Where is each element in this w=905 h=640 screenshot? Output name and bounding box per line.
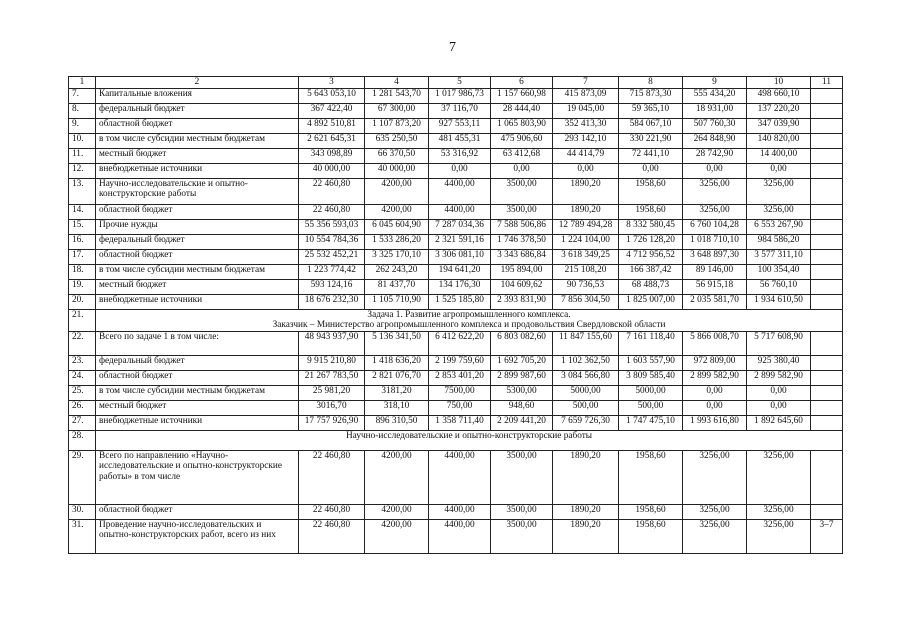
row-number: 20. xyxy=(69,294,96,309)
cell-value: 3500,00 xyxy=(491,450,553,504)
table-row xyxy=(69,148,843,163)
cell-value: 17 757 926,90 xyxy=(299,415,365,430)
cell-value: 3–7 xyxy=(811,519,843,553)
cell-value: 0,00 xyxy=(747,163,811,178)
table-row xyxy=(69,249,843,264)
cell-value: 18 676 232,30 xyxy=(299,294,365,309)
cell-value: 555 434,20 xyxy=(683,88,747,103)
cell-value: 5000,00 xyxy=(553,385,619,400)
row-number: 10. xyxy=(69,133,96,148)
cell-value: 56 760,10 xyxy=(747,279,811,294)
cell-value: 56 915,18 xyxy=(683,279,747,294)
cell-value xyxy=(811,133,843,148)
row-number: 19. xyxy=(69,279,96,294)
row-label: областной бюджет xyxy=(96,118,299,133)
cell-value: 48 943 937,90 xyxy=(299,331,365,355)
cell-value: 1 102 362,50 xyxy=(553,355,619,370)
cell-value: 1 157 660,98 xyxy=(491,88,553,103)
cell-value: 6 553 267,90 xyxy=(747,219,811,234)
cell-value: 0,00 xyxy=(619,163,683,178)
row-label: федеральный бюджет xyxy=(96,234,299,249)
cell-value: 66 370,50 xyxy=(365,148,429,163)
cell-value: 40 000,00 xyxy=(299,163,365,178)
cell-value: 3256,00 xyxy=(683,519,747,553)
cell-value: 2 393 831,90 xyxy=(491,294,553,309)
section-title xyxy=(96,430,843,450)
cell-value: 330 221,90 xyxy=(619,133,683,148)
cell-value: 2 199 759,60 xyxy=(429,355,491,370)
cell-value: 3016,70 xyxy=(299,400,365,415)
cell-value: 40 000,00 xyxy=(365,163,429,178)
row-number: 28. xyxy=(69,430,96,450)
cell-value: 3500,00 xyxy=(491,178,553,204)
table-row xyxy=(69,370,843,385)
cell-value xyxy=(811,178,843,204)
column-header: 8 xyxy=(619,77,683,89)
cell-value: 507 760,30 xyxy=(683,118,747,133)
cell-value xyxy=(811,148,843,163)
column-header: 11 xyxy=(811,77,843,89)
row-label: в том числе субсидии местным бюджетам xyxy=(96,264,299,279)
row-number: 11. xyxy=(69,148,96,163)
row-label: Всего по направлению «Научно-исследовательские и опытно-конструкторские работы» в том числе xyxy=(96,450,299,504)
cell-value: 3256,00 xyxy=(747,450,811,504)
cell-value xyxy=(811,355,843,370)
cell-value xyxy=(811,204,843,219)
cell-value: 4 712 956,52 xyxy=(619,249,683,264)
cell-value: 4200,00 xyxy=(365,504,429,519)
cell-value: 2 853 401,20 xyxy=(429,370,491,385)
table-row xyxy=(69,234,843,249)
cell-value: 635 250,50 xyxy=(365,133,429,148)
cell-value: 22 460,80 xyxy=(299,178,365,204)
cell-value: 3500,00 xyxy=(491,519,553,553)
cell-value: 3 084 566,80 xyxy=(553,370,619,385)
table-row xyxy=(69,331,843,355)
section-title-line: Научно-исследовательские и опытно-конструкторские работы xyxy=(345,430,593,441)
cell-value xyxy=(811,88,843,103)
cell-value: 1958,60 xyxy=(619,178,683,204)
cell-value: 475 906,60 xyxy=(491,133,553,148)
cell-value: 343 098,89 xyxy=(299,148,365,163)
table-row xyxy=(69,264,843,279)
row-number: 24. xyxy=(69,370,96,385)
cell-value: 262 243,20 xyxy=(365,264,429,279)
row-number: 7. xyxy=(69,88,96,103)
cell-value: 3256,00 xyxy=(747,204,811,219)
cell-value: 4 892 510,81 xyxy=(299,118,365,133)
cell-value: 68 488,73 xyxy=(619,279,683,294)
table-row xyxy=(69,204,843,219)
cell-value xyxy=(811,385,843,400)
cell-value xyxy=(811,370,843,385)
cell-value: 948,60 xyxy=(491,400,553,415)
cell-value: 1890,20 xyxy=(553,450,619,504)
cell-value: 498 660,10 xyxy=(747,88,811,103)
cell-value: 10 554 784,36 xyxy=(299,234,365,249)
table-row xyxy=(69,400,843,415)
table-row xyxy=(69,178,843,204)
cell-value: 1890,20 xyxy=(553,178,619,204)
cell-value: 0,00 xyxy=(747,385,811,400)
cell-value: 593 124,16 xyxy=(299,279,365,294)
column-header: 7 xyxy=(553,77,619,89)
section-title-line: Заказчик – Министерство агропромышленного комплекса и продовольствия Свердловской области xyxy=(272,320,666,330)
cell-value: 3256,00 xyxy=(747,519,811,553)
cell-value: 1 065 803,90 xyxy=(491,118,553,133)
cell-value: 1958,60 xyxy=(619,204,683,219)
cell-value: 7 161 118,40 xyxy=(619,331,683,355)
row-label: областной бюджет xyxy=(96,249,299,264)
column-header: 3 xyxy=(299,77,365,89)
cell-value: 500,00 xyxy=(553,400,619,415)
cell-value: 194 641,20 xyxy=(429,264,491,279)
cell-value: 1890,20 xyxy=(553,204,619,219)
cell-value: 5000,00 xyxy=(619,385,683,400)
section-row xyxy=(69,309,843,331)
cell-value: 195 894,00 xyxy=(491,264,553,279)
cell-value: 22 460,80 xyxy=(299,204,365,219)
cell-value: 89 146,00 xyxy=(683,264,747,279)
cell-value: 2 899 582,90 xyxy=(683,370,747,385)
cell-value: 3500,00 xyxy=(491,504,553,519)
cell-value xyxy=(811,294,843,309)
cell-value: 481 455,31 xyxy=(429,133,491,148)
cell-value: 500,00 xyxy=(619,400,683,415)
cell-value: 352 413,30 xyxy=(553,118,619,133)
row-number: 9. xyxy=(69,118,96,133)
cell-value: 1 223 774,42 xyxy=(299,264,365,279)
row-label: внебюджетные источники xyxy=(96,163,299,178)
row-label: федеральный бюджет xyxy=(96,355,299,370)
cell-value: 0,00 xyxy=(491,163,553,178)
cell-value: 5300,00 xyxy=(491,385,553,400)
cell-value: 22 460,80 xyxy=(299,504,365,519)
row-number: 12. xyxy=(69,163,96,178)
table-row xyxy=(69,385,843,400)
cell-value: 7 659 726,30 xyxy=(553,415,619,430)
cell-value: 2 321 591,16 xyxy=(429,234,491,249)
row-label: местный бюджет xyxy=(96,400,299,415)
cell-value: 1890,20 xyxy=(553,519,619,553)
table-row xyxy=(69,163,843,178)
cell-value: 264 848,90 xyxy=(683,133,747,148)
cell-value: 25 981,20 xyxy=(299,385,365,400)
cell-value: 2 035 581,70 xyxy=(683,294,747,309)
column-header: 5 xyxy=(429,77,491,89)
row-label: внебюджетные источники xyxy=(96,415,299,430)
table-row xyxy=(69,118,843,133)
table-row xyxy=(69,279,843,294)
cell-value: 166 387,42 xyxy=(619,264,683,279)
cell-value: 1 934 610,50 xyxy=(747,294,811,309)
cell-value: 6 760 104,28 xyxy=(683,219,747,234)
cell-value: 3256,00 xyxy=(747,504,811,519)
cell-value: 37 116,70 xyxy=(429,103,491,118)
row-number: 30. xyxy=(69,504,96,519)
row-number: 23. xyxy=(69,355,96,370)
cell-value: 1958,60 xyxy=(619,450,683,504)
cell-value: 3 809 585,40 xyxy=(619,370,683,385)
cell-value: 7 588 506,86 xyxy=(491,219,553,234)
cell-value: 1 692 705,20 xyxy=(491,355,553,370)
cell-value xyxy=(811,118,843,133)
cell-value: 1890,20 xyxy=(553,504,619,519)
cell-value xyxy=(811,279,843,294)
cell-value xyxy=(811,331,843,355)
cell-value: 2 209 441,20 xyxy=(491,415,553,430)
cell-value: 137 220,20 xyxy=(747,103,811,118)
cell-value: 1 107 873,20 xyxy=(365,118,429,133)
row-number: 15. xyxy=(69,219,96,234)
row-number: 25. xyxy=(69,385,96,400)
cell-value: 1 993 616,80 xyxy=(683,415,747,430)
cell-value: 1 747 475,10 xyxy=(619,415,683,430)
row-number: 17. xyxy=(69,249,96,264)
cell-value: 215 108,20 xyxy=(553,264,619,279)
cell-value: 3500,00 xyxy=(491,204,553,219)
row-label: областной бюджет xyxy=(96,370,299,385)
table-row xyxy=(69,133,843,148)
cell-value: 1958,60 xyxy=(619,504,683,519)
cell-value: 8 332 580,45 xyxy=(619,219,683,234)
cell-value: 1 525 185,80 xyxy=(429,294,491,309)
cell-value: 19 045,00 xyxy=(553,103,619,118)
cell-value: 984 586,20 xyxy=(747,234,811,249)
section-title xyxy=(96,309,843,331)
section-title-line: Задача 1. Развитие агропромышленного комплекса. xyxy=(367,309,571,320)
cell-value: 134 176,30 xyxy=(429,279,491,294)
column-header: 2 xyxy=(96,77,299,89)
cell-value: 6 803 082,60 xyxy=(491,331,553,355)
row-label: Научно-исследовательские и опытно-конструкторские работы xyxy=(96,178,299,204)
column-header: 9 xyxy=(683,77,747,89)
cell-value: 5 717 608,90 xyxy=(747,331,811,355)
table-row xyxy=(69,355,843,370)
cell-value: 104 609,62 xyxy=(491,279,553,294)
cell-value: 7 856 304,50 xyxy=(553,294,619,309)
cell-value: 1 746 378,50 xyxy=(491,234,553,249)
cell-value: 1 224 104,00 xyxy=(553,234,619,249)
row-number: 8. xyxy=(69,103,96,118)
budget-table xyxy=(68,76,843,554)
cell-value xyxy=(811,264,843,279)
cell-value: 1 892 645,60 xyxy=(747,415,811,430)
cell-value: 59 365,10 xyxy=(619,103,683,118)
cell-value xyxy=(811,163,843,178)
cell-value: 22 460,80 xyxy=(299,519,365,553)
cell-value: 4200,00 xyxy=(365,450,429,504)
row-number: 29. xyxy=(69,450,96,504)
column-header: 10 xyxy=(747,77,811,89)
cell-value: 584 067,10 xyxy=(619,118,683,133)
cell-value: 1958,60 xyxy=(619,519,683,553)
cell-value: 4200,00 xyxy=(365,178,429,204)
cell-value xyxy=(811,400,843,415)
row-number: 21. xyxy=(69,309,96,331)
cell-value: 6 045 604,90 xyxy=(365,219,429,234)
cell-value: 293 142,10 xyxy=(553,133,619,148)
cell-value: 67 300,00 xyxy=(365,103,429,118)
table-row xyxy=(69,519,843,553)
cell-value: 11 847 155,60 xyxy=(553,331,619,355)
row-label: федеральный бюджет xyxy=(96,103,299,118)
column-header: 4 xyxy=(365,77,429,89)
cell-value: 3256,00 xyxy=(683,504,747,519)
cell-value: 0,00 xyxy=(747,400,811,415)
cell-value: 4400,00 xyxy=(429,178,491,204)
row-label: Капитальные вложения xyxy=(96,88,299,103)
cell-value: 3 577 311,10 xyxy=(747,249,811,264)
cell-value: 927 553,11 xyxy=(429,118,491,133)
cell-value: 25 532 452,21 xyxy=(299,249,365,264)
cell-value: 4400,00 xyxy=(429,519,491,553)
cell-value: 0,00 xyxy=(683,163,747,178)
cell-value: 3256,00 xyxy=(747,178,811,204)
cell-value: 3 648 897,30 xyxy=(683,249,747,264)
row-label: Прочие нужды xyxy=(96,219,299,234)
row-number: 27. xyxy=(69,415,96,430)
cell-value: 4400,00 xyxy=(429,204,491,219)
table-row xyxy=(69,450,843,504)
cell-value: 21 267 783,50 xyxy=(299,370,365,385)
cell-value: 347 039,90 xyxy=(747,118,811,133)
row-number: 26. xyxy=(69,400,96,415)
cell-value: 0,00 xyxy=(683,400,747,415)
row-label: областной бюджет xyxy=(96,504,299,519)
row-label: Проведение научно-исследовательских и опытно-конструкторских работ, всего из них xyxy=(96,519,299,553)
cell-value xyxy=(811,103,843,118)
table-row xyxy=(69,219,843,234)
cell-value: 4400,00 xyxy=(429,450,491,504)
column-header: 1 xyxy=(69,77,96,89)
cell-value: 750,00 xyxy=(429,400,491,415)
header-row xyxy=(69,77,843,89)
section-row xyxy=(69,430,843,450)
cell-value: 81 437,70 xyxy=(365,279,429,294)
cell-value: 1 603 557,90 xyxy=(619,355,683,370)
cell-value: 5 643 053,10 xyxy=(299,88,365,103)
row-label: Всего по задаче 1 в том числе: xyxy=(96,331,299,355)
cell-value: 7500,00 xyxy=(429,385,491,400)
cell-value: 7 287 034,36 xyxy=(429,219,491,234)
cell-value: 3 306 081,10 xyxy=(429,249,491,264)
cell-value: 1 418 636,20 xyxy=(365,355,429,370)
cell-value: 1 726 128,20 xyxy=(619,234,683,249)
cell-value: 367 422,40 xyxy=(299,103,365,118)
cell-value: 3 325 170,10 xyxy=(365,249,429,264)
cell-value: 3256,00 xyxy=(683,450,747,504)
cell-value xyxy=(811,234,843,249)
cell-value: 2 621 645,31 xyxy=(299,133,365,148)
table-row xyxy=(69,415,843,430)
cell-value: 12 789 494,28 xyxy=(553,219,619,234)
cell-value: 14 400,00 xyxy=(747,148,811,163)
cell-value: 28 742,90 xyxy=(683,148,747,163)
cell-value: 1 825 007,00 xyxy=(619,294,683,309)
row-number: 31. xyxy=(69,519,96,553)
row-number: 13. xyxy=(69,178,96,204)
row-label: в том числе субсидии местным бюджетам xyxy=(96,385,299,400)
cell-value: 1 533 286,20 xyxy=(365,234,429,249)
cell-value: 6 412 622,20 xyxy=(429,331,491,355)
cell-value: 5 136 341,50 xyxy=(365,331,429,355)
cell-value: 18 931,00 xyxy=(683,103,747,118)
cell-value: 55 356 593,03 xyxy=(299,219,365,234)
row-number: 14. xyxy=(69,204,96,219)
row-number: 22. xyxy=(69,331,96,355)
cell-value: 90 736,53 xyxy=(553,279,619,294)
cell-value xyxy=(811,504,843,519)
cell-value: 53 316,92 xyxy=(429,148,491,163)
cell-value: 2 899 582,90 xyxy=(747,370,811,385)
table-row xyxy=(69,103,843,118)
cell-value: 3181,20 xyxy=(365,385,429,400)
cell-value: 4200,00 xyxy=(365,519,429,553)
table-row xyxy=(69,504,843,519)
cell-value: 0,00 xyxy=(429,163,491,178)
cell-value: 3 618 349,25 xyxy=(553,249,619,264)
cell-value: 72 441,10 xyxy=(619,148,683,163)
cell-value: 925 380,40 xyxy=(747,355,811,370)
cell-value: 4200,00 xyxy=(365,204,429,219)
cell-value: 972 809,00 xyxy=(683,355,747,370)
cell-value: 3256,00 xyxy=(683,204,747,219)
row-number: 18. xyxy=(69,264,96,279)
row-label: местный бюджет xyxy=(96,148,299,163)
page-number: 7 xyxy=(449,40,456,55)
column-header: 6 xyxy=(491,77,553,89)
cell-value: 63 412,68 xyxy=(491,148,553,163)
cell-value xyxy=(811,415,843,430)
cell-value xyxy=(811,219,843,234)
cell-value: 896 310,50 xyxy=(365,415,429,430)
cell-value: 415 873,09 xyxy=(553,88,619,103)
cell-value xyxy=(811,450,843,504)
cell-value: 3 343 686,84 xyxy=(491,249,553,264)
cell-value: 1 358 711,40 xyxy=(429,415,491,430)
cell-value: 1 281 543,70 xyxy=(365,88,429,103)
cell-value: 100 354,40 xyxy=(747,264,811,279)
cell-value: 715 873,30 xyxy=(619,88,683,103)
cell-value: 140 820,00 xyxy=(747,133,811,148)
cell-value: 2 821 076,70 xyxy=(365,370,429,385)
cell-value: 318,10 xyxy=(365,400,429,415)
row-label: внебюджетные источники xyxy=(96,294,299,309)
cell-value xyxy=(811,249,843,264)
row-label: в том числе субсидии местным бюджетам xyxy=(96,133,299,148)
row-label: областной бюджет xyxy=(96,204,299,219)
cell-value: 22 460,80 xyxy=(299,450,365,504)
cell-value: 3256,00 xyxy=(683,178,747,204)
cell-value: 5 866 008,70 xyxy=(683,331,747,355)
cell-value: 1 018 710,10 xyxy=(683,234,747,249)
cell-value: 44 414,79 xyxy=(553,148,619,163)
cell-value: 2 899 987,60 xyxy=(491,370,553,385)
row-number: 16. xyxy=(69,234,96,249)
cell-value: 4400,00 xyxy=(429,504,491,519)
cell-value: 1 105 710,90 xyxy=(365,294,429,309)
cell-value: 9 915 210,80 xyxy=(299,355,365,370)
cell-value: 0,00 xyxy=(553,163,619,178)
cell-value: 0,00 xyxy=(683,385,747,400)
table-row xyxy=(69,294,843,309)
cell-value: 28 444,40 xyxy=(491,103,553,118)
table-row xyxy=(69,88,843,103)
row-label: местный бюджет xyxy=(96,279,299,294)
cell-value: 1 017 986,73 xyxy=(429,88,491,103)
